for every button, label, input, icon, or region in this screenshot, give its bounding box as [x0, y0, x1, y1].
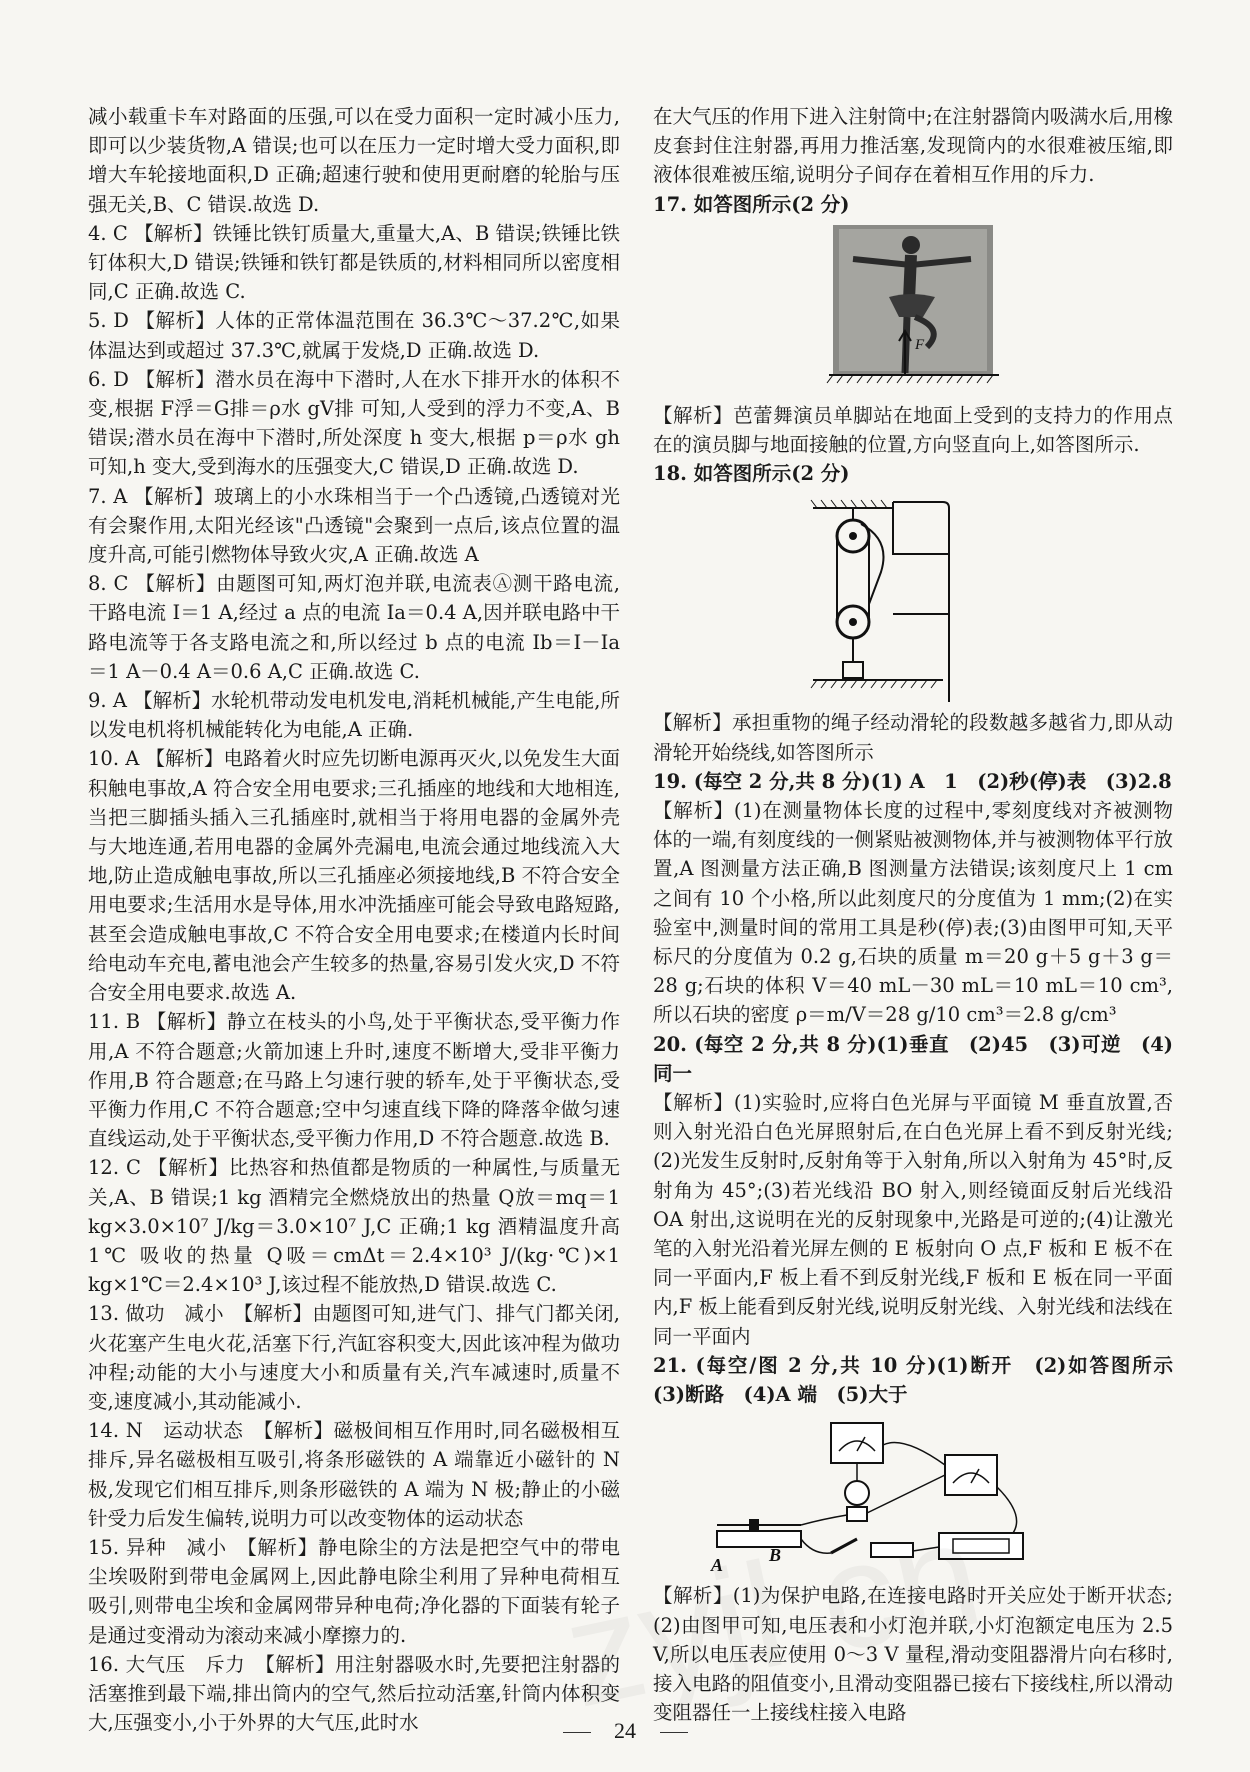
- left-column: [88, 102, 620, 1737]
- answer-8: 8. C 【解析】由题图可知,两灯泡并联,电流表Ⓐ测干路电流,干路电流 I＝1 A,经过 a 点的电流 Ia＝0.4 A,因并联电路中干路电流等于各支路电流之和,所以经过 b 点的电流 Ib＝I－Ia＝1 A－0.4 A＝0.6 A,C 正确.故选 C.: [88, 572, 620, 683]
- answer-12: 12. C 【解析】比热容和热值都是物质的一种属性,与质量无关,A、B 错误;1 kg 酒精完全燃烧放出的热量 Q放＝mq＝1 kg×3.0×10⁷ J/kg＝3.0×10⁷ J,C 正确;1 kg 酒精温度升高 1℃ 吸收的热量 Q吸＝cmΔt＝2.4×10³ J/(kg·℃)×1 kg×1℃＝2.4×10³ J,该过程不能放热,D 错误.故选 C.: [88, 1156, 620, 1297]
- question-20: 20. (每空 2 分,共 8 分)(1)垂直 (2)45 (3)可逆 (4)同一: [653, 1032, 1173, 1085]
- answer-10: 10. A 【解析】电路着火时应先切断电源再灭火,以免发生大面积触电事故,A 符合安全用电要求;三孔插座的地线和大地相连,当把三脚插头插入三孔插座时,就相当于将用电器的金属外壳与大地连通,若用电器的金属外壳漏电,电流会通过地线流入大地,防止造成触电事故,所以三孔插座必须接地线,B 不符合安全用电要求;生活用水是导体,用水冲洗插座可能会导致电路短路,甚至会造成触电事故,C 不符合安全用电要求;在楼道内长时间给电动车充电,蓄电池会产生较多的热量,容易引发火灾,D 不符合安全用电要求.故选 A.: [88, 747, 620, 1005]
- question-18: 18. 如答图所示(2 分): [653, 462, 850, 486]
- answer-13: 13. 做功 减小 【解析】由题图可知,进气门、排气门都关闭,火花塞产生电火花,活塞下行,汽缸容积变大,因此该冲程为做功冲程;动能的大小与速度大小和质量有关,汽车减速时,质量不变,速度减小,其动能减小.: [88, 1302, 620, 1413]
- analysis-21: 【解析】(1)为保护电路,在连接电路时开关应处于断开状态;(2)由图甲可知,电压表和小灯泡并联,小灯泡额定电压为 2.5 V,所以电压表应使用 0～3 V 量程,滑动变阻器滑片向右移时,接入电路的阻值变小,且滑动变阻器已接右下接线柱,所以滑动变阻器任一上接线柱接入电路: [653, 1584, 1173, 1725]
- answer-4: 4. C 【解析】铁锤比铁钉质量大,重量大,A、B 错误;铁锤比铁钉体积大,D 错误;铁锤和铁钉都是铁质的,材料相同所以密度相同,C 正确.故选 C.: [88, 221, 620, 304]
- answer-16: 16. 大气压 斥力 【解析】用注射器吸水时,先要把注射器的活塞推到最下端,排出筒内的空气,然后拉动活塞,针筒内体积变大,压强变小,小于外界的大气压,此时水: [88, 1652, 620, 1735]
- answer-9: 9. A 【解析】水轮机带动发电机发电,消耗机械能,产生电能,所以发电机将机械能转化为电能,A 正确.: [88, 689, 620, 742]
- question-19: 19. (每空 2 分,共 8 分)(1) A 1 (2)秒(停)表 (3)2.8: [653, 769, 1172, 793]
- ballet-dancer-image: [653, 225, 1173, 395]
- answer-5: 5. D 【解析】人体的正常体温范围在 36.3℃～37.2℃,如果体温达到或超过 37.3℃,就属于发烧,D 正确.故选 D.: [88, 309, 620, 362]
- answer-16-cont: 在大气压的作用下进入注射筒中;在注射器筒内吸满水后,用橡皮套封住注射器,再用力推活塞,发现筒内的水很难被压缩,即液体很难被压缩,说明分子间存在着相互作用的斥力.: [653, 105, 1173, 187]
- footer-dash-right: [660, 1732, 688, 1733]
- pulley-figure: [653, 494, 1173, 702]
- answer-6: 6. D 【解析】潜水员在海中下潜时,人在水下排开水的体积不变,根据 F浮＝G排＝ρ水 gV排 可知,人受到的浮力不变,A、B 错误;潜水员在海中下潜时,所处深度 h 变大,根据 p＝ρ水 gh 可知,h 变大,受到海水的压强变大,C 错误,D 正确.故选 D.: [88, 367, 620, 479]
- answer-14: 14. N 运动状态 【解析】磁极间相互作用时,同名磁极相互排斥,异名磁极相互吸引,将条形磁铁的 A 端靠近小磁针的 N 极,发现它们相互排斥,则条形磁铁的 A 端为 N 极;静止的小磁针受力后发生偏转,说明力可以改变物体的运动状态: [88, 1419, 620, 1530]
- footer-dash-left: [563, 1732, 591, 1733]
- question-17: 17. 如答图所示(2 分): [653, 192, 850, 216]
- answer-15: 15. 异种 减小 【解析】静电除尘的方法是把空气中的带电尘埃吸附到带电金属网上,因此静电除尘利用了异种电荷相互吸引,则带电尘埃和金属网带异种电荷;净化器的下面装有轮子是通过变滑动为滚动来减小摩擦力的.: [88, 1535, 620, 1647]
- para-3-cont: 减小载重卡车对路面的压强,可以在受力面积一定时减小压力,即可以少装货物,A 错误;也可以在压力一定时增大受力面积,即增大车轮接地面积,D 正确;超速行驶和使用更耐磨的轮胎与压强无关,B、C 错误.故选 D.: [88, 105, 620, 216]
- analysis-19: 【解析】(1)在测量物体长度的过程中,零刻度线对齐被测物体的一端,有刻度线的一侧紧贴被测物体,并与被测物体平行放置,A 图测量方法正确,B 图测量方法错误;该刻度尺上 1 cm 之间有 10 个小格,所以此刻度尺的分度值为 1 mm;(2)在实验室中,测量时间的常用工具是秒(停)表;(3)由图甲可知,天平标尺的分度值为 0.2 g,石块的质量 m＝20 g＋5 g＋3 g＝28 g;石块的体积 V＝40 mL－30 mL＝10 mL＝10 cm³,所以石块的密度 ρ＝m/V＝28 g/10 cm³＝2.8 g/cm³: [653, 799, 1173, 1027]
- analysis-17: 【解析】芭蕾舞演员单脚站在地面上受到的支持力的作用点在的演员脚与地面接触的位置,方向竖直向上,如答图所示.: [653, 403, 1173, 457]
- question-21: 21. (每空/图 2 分,共 10 分)(1)断开 (2)如答图所示 (3)断路 (4)A 端 (5)大于: [653, 1353, 1193, 1407]
- force-label: F: [915, 336, 925, 353]
- answer-7: 7. A 【解析】玻璃上的小水珠相当于一个凸透镜,凸透镜对光有会聚作用,太阳光经该"凸透镜"会聚到一点后,该点位置的温度升高,可能引燃物体导致火灾,A 正确.故选 A: [88, 484, 620, 567]
- pulley-system-diagram: [653, 494, 1173, 702]
- ballet-figure: [653, 225, 1173, 395]
- page-footer: [0, 1718, 1250, 1744]
- right-column: [653, 102, 1193, 1727]
- analysis-18: 【解析】承担重物的绳子经动滑轮的段数越多越省力,即从动滑轮开始绕线,如答图所示: [653, 711, 1173, 764]
- analysis-20: 【解析】(1)实验时,应将白色光屏与平面镜 M 垂直放置,否则入射光沿白色光屏照射后,在白色光屏上看不到反射光线;(2)光发生反射时,反射角等于入射角,所以入射角为 45°时,反射角为 45°;(3)若光线沿 BO 射入,则经镜面反射后光线沿 OA 射出,这说明在光的反射现象中,光路是可逆的;(4)让激光笔的入射光沿着光屏左侧的 E 板射向 O 点,F 板和 E 板不在同一平面内,F 板上看不到反射光线,F 板和 E 板在同一平面内,F 板上能看到反射光线,说明反射光线、入射光线和法线在同一平面内: [653, 1091, 1173, 1348]
- page-number: 24: [614, 1718, 636, 1743]
- answer-11: 11. B 【解析】静立在枝头的小鸟,处于平衡状态,受平衡力作用,A 不符合题意;火箭加速上升时,速度不断增大,受非平衡力作用,B 符合题意;在马路上匀速行驶的轿车,处于平衡状态,受平衡力作用,C 不符合题意;空中匀速直线下降的降落伞做匀速直线运动,处于平衡状态,受平衡力作用,D 不符合题意.故选 B.: [88, 1010, 620, 1151]
- terminal-b-label: B: [769, 1545, 782, 1566]
- terminal-a-label: A: [711, 1555, 724, 1576]
